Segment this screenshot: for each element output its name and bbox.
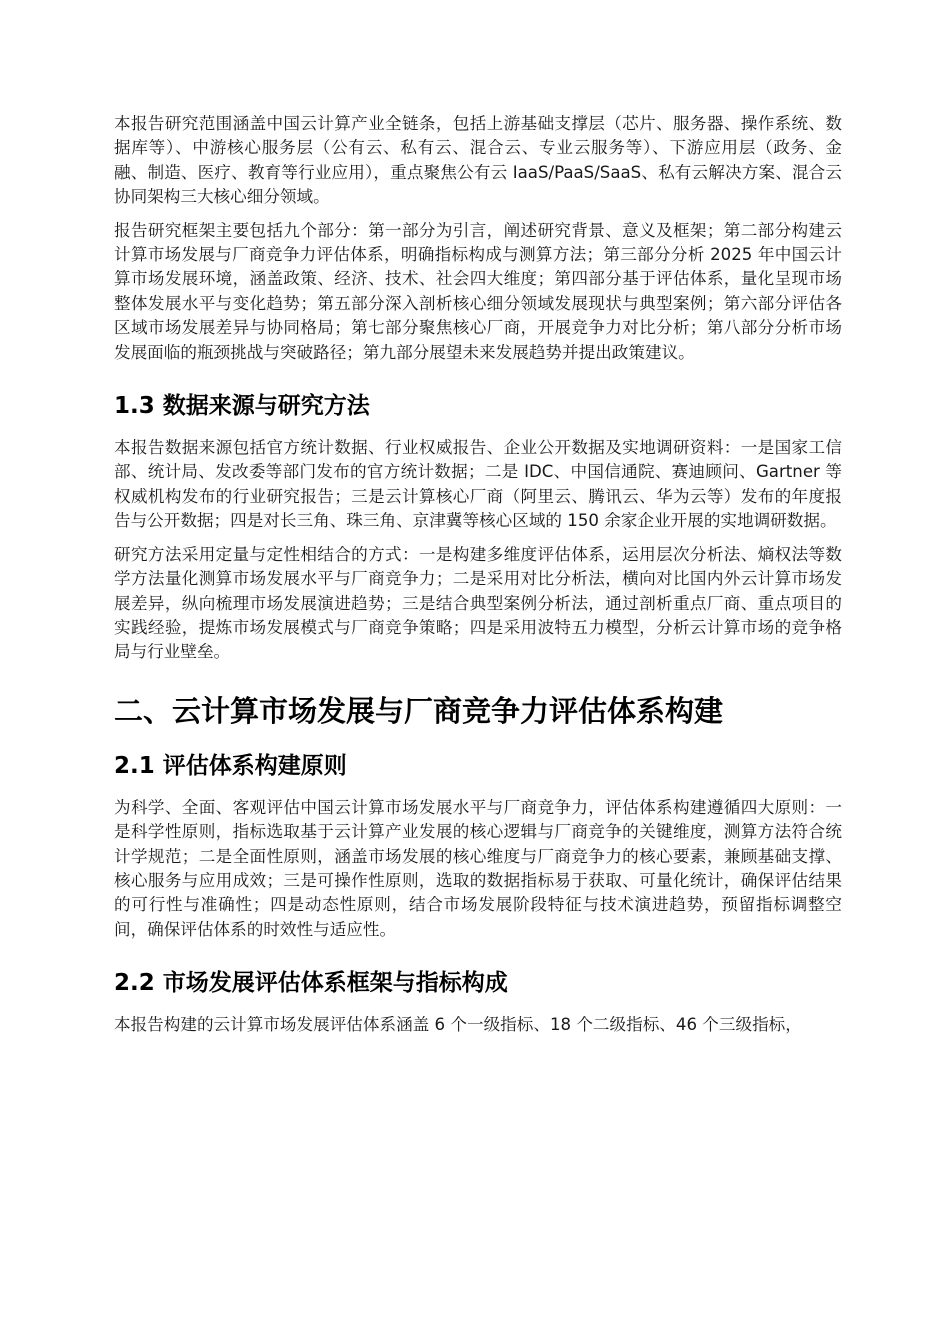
section-2-2-heading: 2.2 市场发展评估体系框架与指标构成 <box>114 970 508 997</box>
section-1-3-heading: 1.3 数据来源与研究方法 <box>114 393 370 420</box>
document-page <box>114 112 842 1047</box>
data-sources-paragraph: 本报告数据来源包括官方统计数据、行业权威报告、企业公开数据及实地调研资料：一是国家工信部、统计局、发改委等部门发布的官方统计数据；二是 IDC、中国信通院、赛迪顾问、Gartner 等权威机构发布的行业研究报告；三是云计算核心厂商（阿里云、腾讯云、华为云等）发布的年度报告与公开数据；四是对长三角、珠三角、京津冀等核心区域的 150 余家企业开展的实地调研数据。 <box>114 438 842 531</box>
chapter-2-heading: 二、云计算市场发展与厂商竞争力评估体系构建 <box>114 693 724 728</box>
scope-paragraph: 本报告研究范围涵盖中国云计算产业全链条，包括上游基础支撑层（芯片、服务器、操作系统、数据库等）、中游核心服务层（公有云、私有云、混合云、专业云服务等）、下游应用层（政务、金融、制造、医疗、教育等行业应用），重点聚焦公有云 IaaS/PaaS/SaaS、私有云解决方案、混合云协同架构三大核心细分领域。 <box>114 114 842 207</box>
research-methods-paragraph: 研究方法采用定量与定性相结合的方式：一是构建多维度评估体系，运用层次分析法、熵权法等数学方法量化测算市场发展水平与厂商竞争力；二是采用对比分析法，横向对比国内外云计算市场发展差异，纵向梳理市场发展演进趋势；三是结合典型案例分析法，通过剖析重点厂商、重点项目的实践经验，提炼市场发展模式与厂商竞争策略；四是采用波特五力模型，分析云计算市场的竞争格局与行业壁垒。 <box>114 544 842 662</box>
section-2-1-heading: 2.1 评估体系构建原则 <box>114 752 347 779</box>
indicator-paragraph: 本报告构建的云计算市场发展评估体系涵盖 6 个一级指标、18 个二级指标、46 个三级指标， <box>114 1015 802 1035</box>
framework-paragraph: 报告研究框架主要包括九个部分：第一部分为引言，阐述研究背景、意义及框架；第二部分构建云计算市场发展与厂商竞争力评估体系，明确指标构成与测算方法；第三部分分析 2025 年中国云计算市场发展环境，涵盖政策、经济、技术、社会四大维度；第四部分基于评估体系，量化呈现市场整体发展水平与变化趋势；第五部分深入剖析核心细分领域发展现状与典型案例；第六部分评估各区域市场发展差异与协同格局；第七部分聚焦核心厂商，开展竞争力对比分析；第八部分分析市场发展面临的瓶颈挑战与突破路径；第九部分展望未来发展趋势并提出政策建议。 <box>114 220 842 362</box>
principles-paragraph: 为科学、全面、客观评估中国云计算市场发展水平与厂商竞争力，评估体系构建遵循四大原则：一是科学性原则，指标选取基于云计算产业发展的核心逻辑与厂商竞争的关键维度，测算方法符合统计学规范；二是全面性原则，涵盖市场发展的核心维度与厂商竞争力的核心要素，兼顾基础支撑、核心服务与应用成效；三是可操作性原则，选取的数据指标易于获取、可量化统计，确保评估结果的可行性与准确性；四是动态性原则，结合市场发展阶段特征与技术演进趋势，预留指标调整空间，确保评估体系的时效性与适应性。 <box>114 797 842 939</box>
